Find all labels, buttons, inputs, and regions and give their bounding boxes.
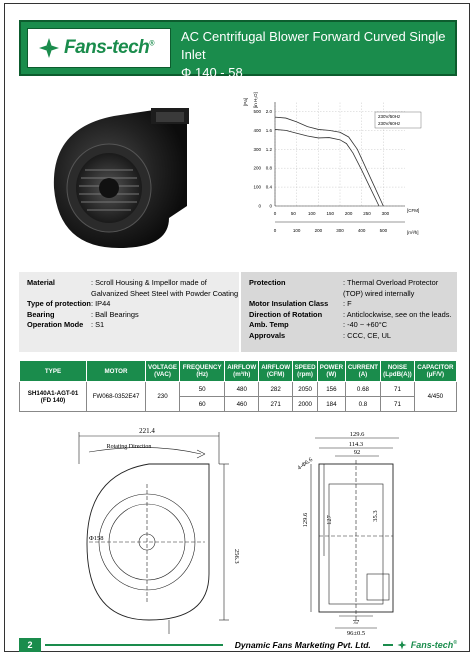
legend-50hz: 230V/50Hz bbox=[378, 114, 401, 119]
specifications-panel bbox=[19, 272, 457, 352]
current-cell: 0.8 bbox=[345, 397, 380, 412]
blower-photo-image bbox=[19, 88, 239, 258]
performance-chart bbox=[243, 88, 457, 258]
y-tick-inh2o: 0.8 bbox=[265, 165, 272, 171]
y-tick-pa: 200 bbox=[253, 165, 261, 171]
table-header-cell: TYPE bbox=[20, 361, 87, 382]
table-header-cell: POWER (W) bbox=[318, 361, 346, 382]
rotating-direction-label: Rotating Direction bbox=[106, 444, 152, 450]
legend-60hz: 230V/60Hz bbox=[378, 121, 401, 126]
spec-key: Protection bbox=[249, 278, 286, 287]
spec-key: Bearing bbox=[27, 309, 55, 319]
footer-fan-logo-icon bbox=[397, 640, 407, 650]
spec-value: : Anticlockwise, see on the leads. bbox=[343, 309, 452, 319]
airflow-m3h-cell: 460 bbox=[225, 397, 259, 412]
spec-value: : CCC, CE, UL bbox=[343, 330, 392, 340]
dim-92: 92 bbox=[353, 449, 361, 456]
page-number: 2 bbox=[19, 638, 41, 652]
table-header-cell: CURRENT (A) bbox=[345, 361, 380, 382]
dim-diameter-label: Φ158 bbox=[89, 535, 104, 542]
current-cell: 0.68 bbox=[345, 382, 380, 397]
x-tick-m3h: 500 bbox=[379, 228, 388, 233]
dim-width-label: 221.4 bbox=[139, 427, 155, 435]
side-view bbox=[311, 438, 399, 628]
page-footer bbox=[19, 638, 457, 652]
table-header-row bbox=[20, 361, 457, 382]
product-title-line2: Φ 140 - 58 bbox=[181, 65, 243, 80]
fan-logo-icon bbox=[38, 37, 60, 59]
y-tick-pa: 300 bbox=[253, 146, 261, 152]
table-header-cell: NOISE (LpdB(A)) bbox=[381, 361, 415, 382]
product-title-line1: AC Centrifugal Blower Forward Curved Single Inlet bbox=[181, 29, 446, 62]
footer-rule bbox=[45, 644, 223, 646]
table-header-cell: SPEED (rpm) bbox=[293, 361, 318, 382]
brand-registered-mark: ® bbox=[149, 40, 154, 48]
y-tick-inh2o: 1.6 bbox=[265, 127, 272, 133]
spec-key: Type of protection bbox=[27, 299, 91, 309]
spec-key: Direction of Rotation bbox=[249, 309, 323, 319]
chart-y-unit-inh2o: [in H₂O] bbox=[253, 92, 258, 108]
y-tick-pa: 0 bbox=[258, 203, 261, 209]
y-tick-inh2o: 2.0 bbox=[265, 108, 272, 114]
spec-key: Approvals bbox=[249, 330, 286, 340]
x-tick-m3h: 200 bbox=[314, 228, 323, 233]
motor-cell: FW068-0352E47 bbox=[87, 382, 146, 412]
spec-row bbox=[249, 278, 457, 299]
x-tick-m3h: 400 bbox=[357, 228, 366, 233]
spec-value: : IP44 bbox=[91, 299, 111, 309]
spec-row bbox=[249, 320, 457, 331]
specs-right-column bbox=[241, 272, 457, 352]
product-photo bbox=[19, 88, 457, 258]
y-tick-inh2o: 0.4 bbox=[265, 184, 272, 190]
dim-129-6-side: 129.6 bbox=[302, 512, 309, 528]
spec-value: : -40 ~ +60°C bbox=[343, 320, 388, 330]
x-tick-m3h: 100 bbox=[292, 228, 301, 233]
noise-cell: 71 bbox=[381, 382, 415, 397]
y-tick-inh2o: 1.2 bbox=[265, 146, 272, 152]
chart-y-unit-pa: [Pa] bbox=[243, 97, 248, 106]
capacitor-cell: 4/450 bbox=[414, 382, 456, 412]
company-name: Dynamic Fans Marketing Pvt. Ltd. bbox=[234, 640, 371, 650]
speed-cell: 2050 bbox=[293, 382, 318, 397]
x-tick-m3h: 300 bbox=[336, 228, 344, 233]
performance-table bbox=[19, 360, 457, 412]
table-header-cell: CAPACITOR (μF/V) bbox=[414, 361, 456, 382]
spec-key: Motor Insulation Class bbox=[249, 299, 329, 309]
footer-brand-name: Fans-tech bbox=[410, 640, 454, 650]
spec-row bbox=[249, 299, 457, 310]
freq-cell: 50 bbox=[180, 382, 225, 397]
dim-114-3: 114.3 bbox=[348, 441, 364, 448]
brand-name: Fans-tech bbox=[64, 37, 150, 58]
table-header-cell: AIRFLOW (CFM) bbox=[259, 361, 293, 382]
specs-left-column bbox=[19, 272, 239, 352]
table-header-cell: FREQUENCY (Hz) bbox=[180, 361, 225, 382]
freq-cell: 60 bbox=[180, 397, 225, 412]
chart-x-unit-m3h: [m³/h] bbox=[407, 230, 419, 235]
dim-height-label: 256.3 bbox=[233, 549, 240, 564]
x-tick-m3h: 0 bbox=[273, 228, 277, 233]
brand-logo bbox=[27, 28, 171, 68]
spec-row bbox=[27, 310, 239, 321]
y-tick-pa: 400 bbox=[253, 127, 261, 133]
type-cell: SH140A1-AGT-01 (FD 140) bbox=[20, 382, 87, 412]
chart-x-unit-cfm: [CFM] bbox=[407, 208, 420, 213]
spec-value: : Scroll Housing & Impellor made of Galvanized Sheet Steel with Powder Coating bbox=[91, 278, 239, 298]
x-tick-cfm: 150 bbox=[326, 211, 334, 216]
dim-hole-label: 4-Φ6.6 bbox=[296, 457, 314, 472]
header-banner bbox=[19, 20, 457, 80]
spec-key: Material bbox=[27, 278, 55, 287]
spec-key: Operation Mode bbox=[27, 320, 84, 330]
spec-value: : Ball Bearings bbox=[91, 309, 139, 319]
y-tick-inh2o: 0 bbox=[269, 203, 272, 209]
airflow-cfm-cell: 282 bbox=[259, 382, 293, 397]
dim-96: 96±0.5 bbox=[346, 630, 366, 637]
x-tick-cfm: 200 bbox=[344, 211, 353, 216]
spec-row bbox=[27, 320, 239, 331]
spec-value: : Thermal Overload Protector (TOP) wired internally bbox=[343, 278, 439, 298]
dim-35-3: 35.3 bbox=[372, 510, 379, 522]
spec-row bbox=[249, 331, 457, 342]
voltage-cell: 230 bbox=[146, 382, 180, 412]
speed-cell: 2000 bbox=[293, 397, 318, 412]
spec-key: Amb. Temp bbox=[249, 320, 289, 330]
technical-drawing bbox=[19, 424, 457, 636]
table-header-cell: MOTOR bbox=[87, 361, 146, 382]
series-line-50hz bbox=[275, 129, 379, 206]
table-header-cell: VOLTAGE (VAC) bbox=[146, 361, 180, 382]
spec-row bbox=[27, 299, 239, 310]
product-title bbox=[181, 28, 455, 82]
y-tick-pa: 100 bbox=[253, 184, 261, 190]
dim-77: 77 bbox=[352, 619, 360, 626]
power-cell: 184 bbox=[318, 397, 346, 412]
table-row bbox=[20, 382, 457, 397]
x-tick-cfm: 100 bbox=[308, 211, 316, 216]
x-tick-cfm: 0 bbox=[273, 211, 277, 216]
spec-row bbox=[27, 278, 239, 299]
footer-brand bbox=[411, 640, 457, 650]
x-tick-cfm: 300 bbox=[381, 211, 390, 216]
chart-legend bbox=[375, 112, 421, 128]
y-tick-pa: 500 bbox=[253, 108, 261, 114]
x-tick-cfm: 50 bbox=[290, 211, 296, 216]
dim-129-6-top: 129.6 bbox=[349, 431, 365, 438]
footer-rule bbox=[383, 644, 393, 646]
x-tick-cfm: 250 bbox=[363, 211, 371, 216]
datasheet-page bbox=[4, 3, 470, 652]
spec-value: : S1 bbox=[91, 320, 105, 330]
dim-127: 127 bbox=[326, 515, 333, 525]
spec-value: : F bbox=[343, 299, 352, 309]
airflow-cfm-cell: 271 bbox=[259, 397, 293, 412]
noise-cell: 71 bbox=[381, 397, 415, 412]
spec-row bbox=[249, 310, 457, 321]
table-header-cell: AIRFLOW (m³/h) bbox=[225, 361, 259, 382]
power-cell: 156 bbox=[318, 382, 346, 397]
front-view bbox=[79, 432, 229, 634]
footer-brand-mark: ® bbox=[453, 640, 457, 646]
airflow-m3h-cell: 480 bbox=[225, 382, 259, 397]
